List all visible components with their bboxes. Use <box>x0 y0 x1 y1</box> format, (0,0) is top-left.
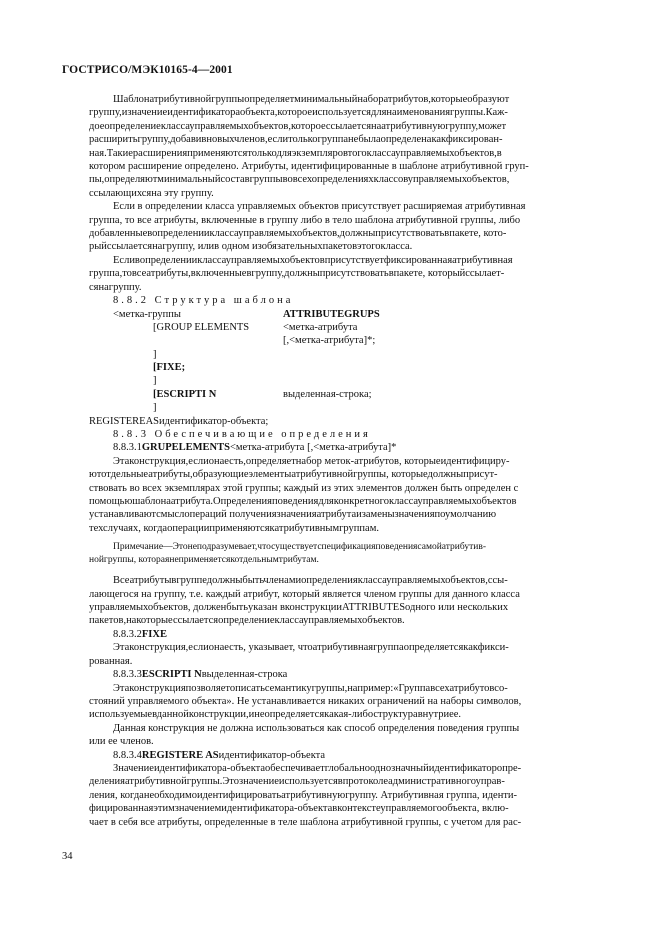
section-heading-8-8-3: 8.8.3 Обеспечивающие определения <box>113 429 371 441</box>
text-line: группу,изначениеидентификатораобъекта,котороеиспользуетсядлянаименованиягруппы.Каж- <box>89 107 508 119</box>
subsection-number: 8.8.3.3 <box>113 669 142 681</box>
text-line: чает в себя все атрибуты, определенные в теле шаблона атрибутивной группы, с учетом для рас- <box>89 816 522 828</box>
text-line: сянагруппу. <box>89 281 142 293</box>
paragraph-description-restriction <box>89 722 597 749</box>
page-body <box>89 93 597 829</box>
text-line: устанавливаютсмыслопераций получениязначенияатрибутаизаменызначенияпоумолчанию <box>89 509 497 521</box>
text-line: стояний управляемого объекта». Не устанавливается никаких ограничений на наборы символов, <box>89 695 522 707</box>
text-line: техслучаях, когдаоперацииприменяютсякатрибутивнымгруппам. <box>89 522 379 534</box>
paragraph-extensible-group <box>89 200 597 254</box>
template-keyword: ATTRIBUTEGRUPS <box>283 308 380 320</box>
subsection-keyword: GRUPELEMENTS <box>141 442 230 454</box>
subsection-number: 8.8.3.2 <box>113 628 142 640</box>
page-header: ГОСТРИСО/МЭК10165-4—2001 <box>62 64 233 76</box>
subsection-text: идентификатор-объекта <box>218 749 326 761</box>
paragraph-group-members <box>89 574 597 628</box>
text-line: рыйссылаетсянагруппу, илив одном изобязательныхпакетовэтогокласса. <box>89 241 413 253</box>
subsection-8-8-3-3 <box>89 668 597 681</box>
template-bracket: ] <box>153 375 157 387</box>
text-line: котором расширение определено. Атрибуты, идентифицированные в шаблоне атрибутивной груп- <box>89 161 529 173</box>
subsection-number: 8.8.3.1 <box>113 442 142 454</box>
text-line: Есливопределенииклассауправляемыхобъектовприсутствуетфиксированнаяатрибутивная <box>113 254 513 266</box>
note <box>89 541 597 566</box>
note-line: Примечание—Этонеподразумевает,чтосуществуетспецификацияповедениясамойатрибутив- <box>113 542 486 553</box>
text-line: лающегося на группу, т.е. каждый атрибут, который является членом группы для данного класса <box>89 588 520 600</box>
template-label: <метка-группы <box>113 308 181 320</box>
text-line: деленияатрибутивнойгруппы.Этозначениеиспользуетсявпротоколеадминистративногоуправ- <box>89 776 505 788</box>
note-line: нойгруппы, котораянеприменяетсякотдельнымтрибутам. <box>89 554 319 565</box>
template-clause: [FIXE; <box>153 362 186 374</box>
paragraph-registered-as <box>89 762 597 829</box>
subsection-keyword: FIXE <box>141 628 167 640</box>
text-line: Данная конструкция не должна использоваться как способ определения поведения группы <box>113 722 520 734</box>
text-line: Этаконструкция,еслионаесть, указывает, чтоатрибутивнаягруппаопределяетсякакфикси- <box>113 642 509 654</box>
subsection-text: <метка-атрибута [,<метка-атрибута]* <box>229 442 397 454</box>
text-line: Всеатрибутывгруппедолжныбытьчленамиопределенияклассауправляемыхобъектов,ссы- <box>113 575 508 587</box>
text-line: группа,товсеатрибуты,включенныевгруппу,должныприсутствоватьвпакете, которыйссылает- <box>89 268 505 280</box>
subsection-8-8-3-4 <box>89 749 597 762</box>
subsection-number: 8.8.3.4 <box>113 749 142 761</box>
template-bracket: ] <box>153 402 157 414</box>
text-line: Этаконструкция,еслионаесть,определяетнабор меток-атрибутов, которыеидентифициру- <box>113 455 510 467</box>
text-line: доеопределениеклассауправляемыхобъектов,котороессылаетсянаатрибутивнуюгруппу,может <box>89 120 507 132</box>
text-line: Значениеидентификатора-объектаобеспечиваетглобальнооднозначныйидентификаторопре- <box>113 762 522 774</box>
text-line: ная.Такиерасширенияприменяютсятолькодляэкземпляровтогоклассауправляемыхобъектов,в <box>89 147 502 159</box>
text-line: группа, то все атрибуты, включенные в группу либо в тело шаблона атрибутивной группы, либо <box>89 214 521 226</box>
text-line: добавленныевопределенииклассауправляемыхобъектов,должныприсутствоватьвпакете, кото- <box>89 228 507 240</box>
text-line: Если в определении класса управляемых объектов присутствует расширяемая атрибутивная <box>113 201 526 213</box>
text-line: или ее членов. <box>89 736 154 748</box>
text-line: Шаблонатрибутивнойгруппыопределяетминимальныйнаборатрибутов,которыеобразуют <box>113 94 510 105</box>
template-structure <box>89 308 597 429</box>
text-line: Этаконструкцияпозволяетописатьсемантикугруппы,например:«Группавсехатрибутовсо- <box>113 682 508 694</box>
text-line: ствовать во всех экземплярах этой группы; каждый из этих элементов должен быть определен с <box>89 482 519 494</box>
paragraph-description <box>89 682 597 722</box>
template-value: выделенная-строка; <box>283 388 372 400</box>
text-line: ютотдельныеатрибуты,образующиеэлементыатрибутивнойгруппы, которыедолжныприсут- <box>89 469 498 481</box>
text-line: пакетов,накоторыессылаетсяопределениеклассауправляемыхобъектов. <box>89 615 405 627</box>
paragraph-group-elements <box>89 455 597 535</box>
template-bracket: ] <box>153 348 157 360</box>
text-line: ления, когданеобходимоидентифицироватьатрибутивнуюгруппу. Атрибутивная группа, иденти- <box>89 789 518 801</box>
subsection-keyword: REGISTERE AS <box>141 749 219 761</box>
subsection-8-8-3-1 <box>89 441 597 454</box>
text-line: расширитьгруппу,добавивновыхчленов,еслитолькогруппанебылаопределенакакфиксирован- <box>89 134 503 146</box>
paragraph-fixed-group <box>89 254 597 294</box>
text-line: ссылающихсяна эту группу. <box>89 187 214 199</box>
text-line: фицированнаяэтимзначениемидентификатора-объектавконтекстеуправляемогообъекта, вклю- <box>89 803 509 815</box>
subsection-text: выделенная-строка <box>201 669 288 681</box>
text-line: пы,определяютминимальныйсоставгруппывовсехопределенияхклассовуправляемыхобъектов, <box>89 174 510 186</box>
page-number: 34 <box>62 851 73 862</box>
text-line: используемыевданнойконструкции,инеопределяетсякакая-либоструктуравнутриее. <box>89 709 462 721</box>
template-clause: [ESCRIPTI N <box>153 388 217 400</box>
text-line: помощьюшаблонаатрибута.Определенияповедениядляконкретногоклассауправляемыхобъектов <box>89 496 517 508</box>
paragraph-fixed <box>89 641 597 668</box>
section-heading-8-8-2: 8.8.2 Структура шаблона <box>113 295 294 307</box>
text-line: управляемыхобъектов, долженбытьуказан вконструкцииATTRIBUTESодного или нескольких <box>89 602 509 614</box>
paragraph-group-template-intro <box>89 93 597 200</box>
subsection-keyword: ESCRIPTI N <box>141 669 202 681</box>
template-value: [,<метка-атрибута]*; <box>283 335 376 347</box>
text-line: рованная. <box>89 655 133 667</box>
template-value: <метка-атрибута <box>283 321 358 333</box>
template-clause: [GROUP ELEMENTS <box>153 321 250 333</box>
template-register: REGISTEREASидентификатор-объекта; <box>89 415 269 427</box>
subsection-8-8-3-2 <box>89 628 597 641</box>
